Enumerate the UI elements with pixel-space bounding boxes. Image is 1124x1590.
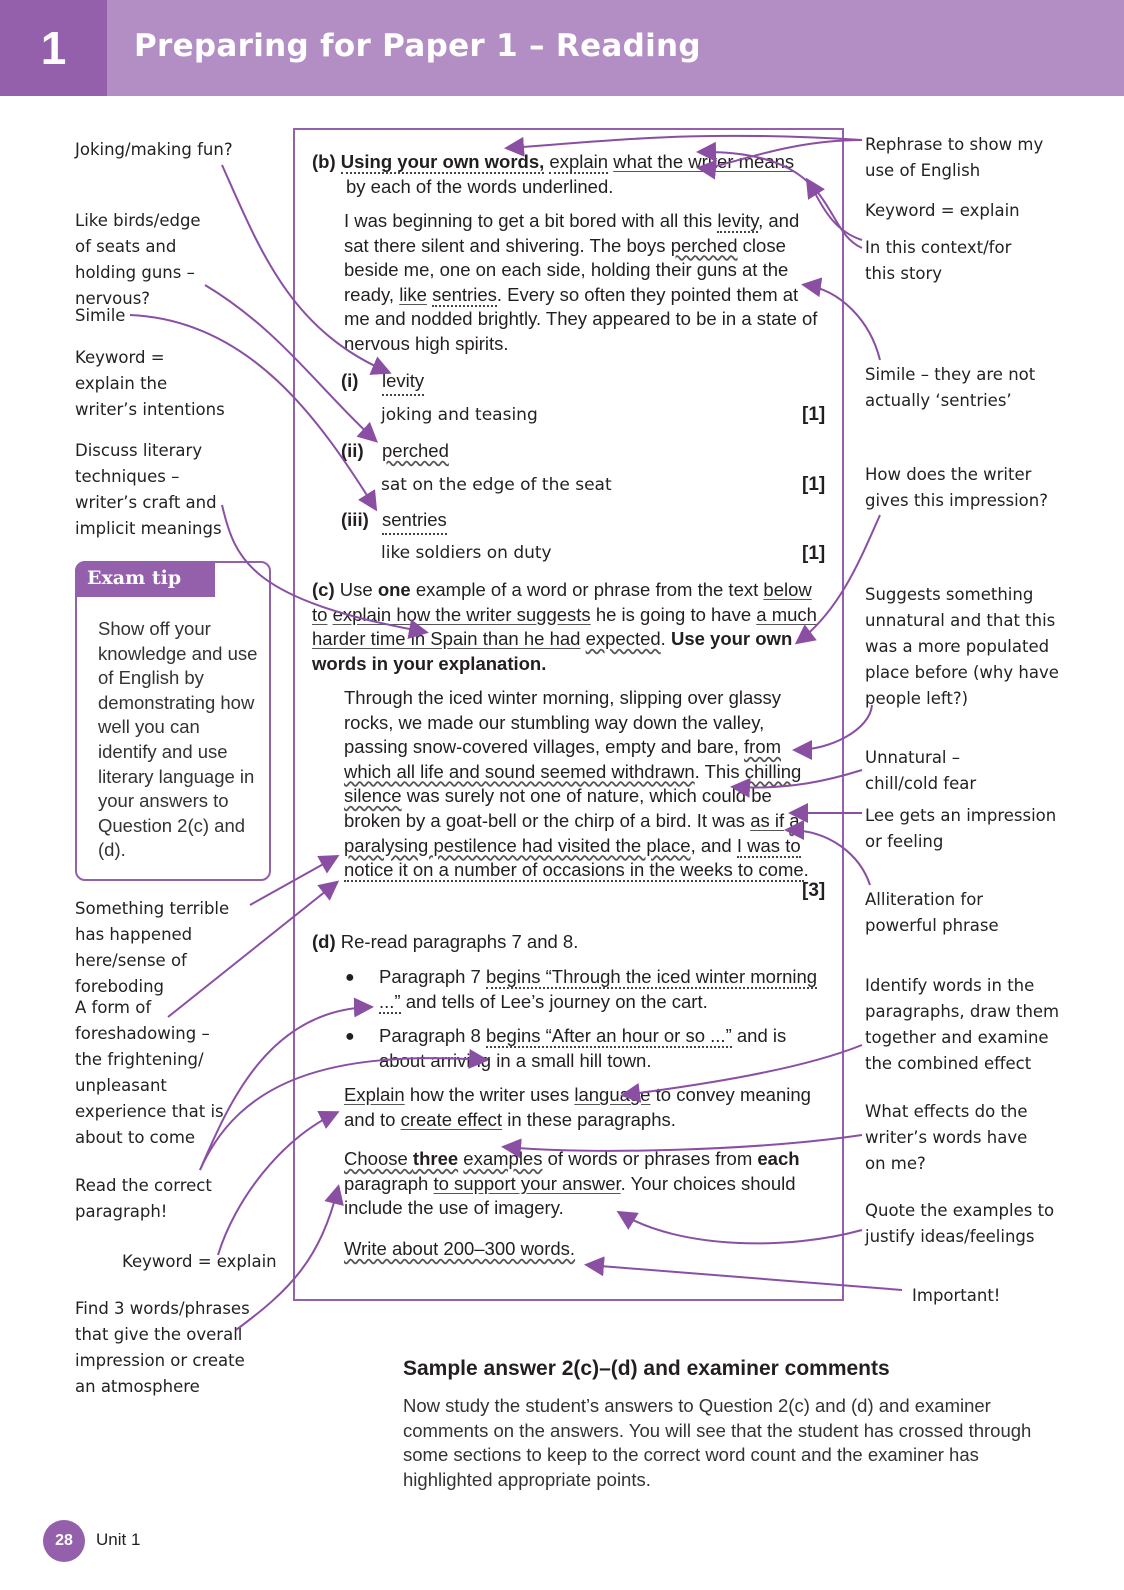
bullet-2-dot: ● <box>345 1028 355 1045</box>
item-ii-mark: [1] <box>802 474 826 495</box>
note-identify-words: Identify words in the paragraphs, draw them together and examine the combined effect <box>865 976 1060 1073</box>
note-keyword-intentions: Keyword = explain the writer’s intentions <box>75 348 225 419</box>
item-i-word: levity <box>382 369 424 396</box>
note-unnatural-populated: Suggests something unnatural and that this was a more populated place before (why have people left?) <box>865 585 1059 708</box>
sample-text: Now study the student’s answers to Question 2(c) and (d) and examiner comments on the answers. You will see that the student has crossed through some sections to keep to the correct word count and the examiner has highlighted appropriate points. <box>403 1395 1032 1490</box>
question-d-bullet-2: Paragraph 8 begins “After an hour or so ...” and is about arriving in a small hill town. <box>379 1025 787 1071</box>
note-rephrase: Rephrase to show my use of English <box>865 135 1044 180</box>
item-i-mark: [1] <box>802 404 826 425</box>
note-literary-techniques: Discuss literary techniques – writer’s craft and implicit meanings <box>75 441 222 538</box>
question-d-bullet-1: Paragraph 7 begins “Through the iced winter morning ...” and tells of Lee’s journey on the cart. <box>379 966 818 1012</box>
unit-number: 1 <box>0 0 107 96</box>
note-context: In this context/for this story <box>865 238 1012 283</box>
question-b-label: (b) <box>312 151 336 172</box>
note-keyword-explain-right: Keyword = explain <box>865 201 1020 220</box>
question-b-prompt: (b) Using your own words, explain what the writer means by each of the words underlined. <box>312 151 795 197</box>
question-d-choose: Choose three examples of words or phrases from each paragraph to support your answer. Your choices should include the use of imagery. <box>344 1148 800 1219</box>
note-chill-fear: Unnatural – chill/cold fear <box>865 748 977 793</box>
note-birds: Like birds/edge of seats and holding guns – nervous? <box>75 211 201 308</box>
item-i-num: (i) <box>341 370 359 391</box>
note-alliteration: Alliteration for powerful phrase <box>865 890 999 935</box>
item-iii-mark: [1] <box>802 543 826 564</box>
question-c-label: (c) <box>312 579 335 600</box>
note-effects-on-me: What effects do the writer’s words have on me? <box>865 1102 1028 1173</box>
note-foreshadowing: A form of foreshadowing – the frightening/ unpleasant experience that is about to come <box>75 998 224 1147</box>
note-simile: Simile <box>75 306 126 325</box>
exam-tip-text: Show off your knowledge and use of English by demonstrating how well you can identify and use literary language in your answers to Question 2(c) and (d). <box>98 618 258 861</box>
note-important: Important! <box>912 1286 1001 1305</box>
note-keyword-explain: Keyword = explain <box>122 1252 277 1271</box>
sample-heading: Sample answer 2(c)–(d) and examiner comments <box>403 1357 890 1380</box>
bullet-1-dot: ● <box>345 969 355 986</box>
note-correct-paragraph: Read the correct paragraph! <box>75 1176 212 1221</box>
footer-unit: Unit 1 <box>96 1530 141 1549</box>
exam-tip-label: Exam tip <box>75 561 215 597</box>
question-c-prompt: (c) Use one example of a word or phrase from the text below to explain how the writer suggests he is going to have a much harder time in Spain than he had expected. Use your own words in your explanation. <box>312 579 817 674</box>
item-i-answer: joking and teasing <box>381 405 538 425</box>
item-iii-num: (iii) <box>341 509 369 530</box>
note-joking: Joking/making fun? <box>75 140 233 159</box>
note-lee-impression: Lee gets an impression or feeling <box>865 806 1057 851</box>
item-iii-answer: like soldiers on duty <box>381 543 552 563</box>
question-c-mark: [3] <box>802 880 826 901</box>
note-quote-examples: Quote the examples to justify ideas/feelings <box>865 1201 1055 1246</box>
question-d-word-count: Write about 200–300 words. <box>344 1238 576 1259</box>
item-ii-num: (ii) <box>341 440 364 461</box>
question-b-passage: I was beginning to get a bit bored with all this levity, and sat there silent and shivering. The boys perched close beside me, one on each side, holding their guns at the ready, like sentries. Every so often they pointed them at me and nodded brightly. They appeared to be in a state of nervous high spirits. <box>344 210 818 354</box>
item-ii-word: perched <box>382 440 449 461</box>
note-find-three: Find 3 words/phrases that give the overall impression or create an atmosphere <box>75 1299 250 1396</box>
note-simile-sentries: Simile – they are not actually ‘sentries’ <box>865 365 1036 410</box>
chapter-header <box>0 0 1124 96</box>
question-d-explain: Explain how the writer uses language to convey meaning and to create effect in these paragraphs. <box>344 1084 811 1130</box>
page-number: 28 <box>43 1520 85 1562</box>
item-iii-word: sentries <box>382 508 447 535</box>
note-impression-question: How does the writer gives this impression? <box>865 465 1048 510</box>
question-d-intro: (d) Re-read paragraphs 7 and 8. <box>312 931 579 952</box>
page-title: Preparing for Paper 1 – Reading <box>134 28 701 64</box>
question-c-passage: Through the iced winter morning, slipping over glassy rocks, we made our stumbling way down the valley, passing snow-covered villages, empty and bare, from which all life and sound seemed withdrawn. This chilling silence was surely not one of nature, which could be broken by a goat-bell or the chirp of a bird. It was as if a paralysing pestilence had visited the place, and I was to notice it on a number of occasions in the weeks to come. <box>344 687 809 881</box>
exam-tip-box <box>75 561 271 881</box>
note-foreboding: Something terrible has happened here/sense of foreboding <box>75 899 230 996</box>
item-ii-answer: sat on the edge of the seat <box>381 475 612 495</box>
question-d-label: (d) <box>312 931 336 952</box>
